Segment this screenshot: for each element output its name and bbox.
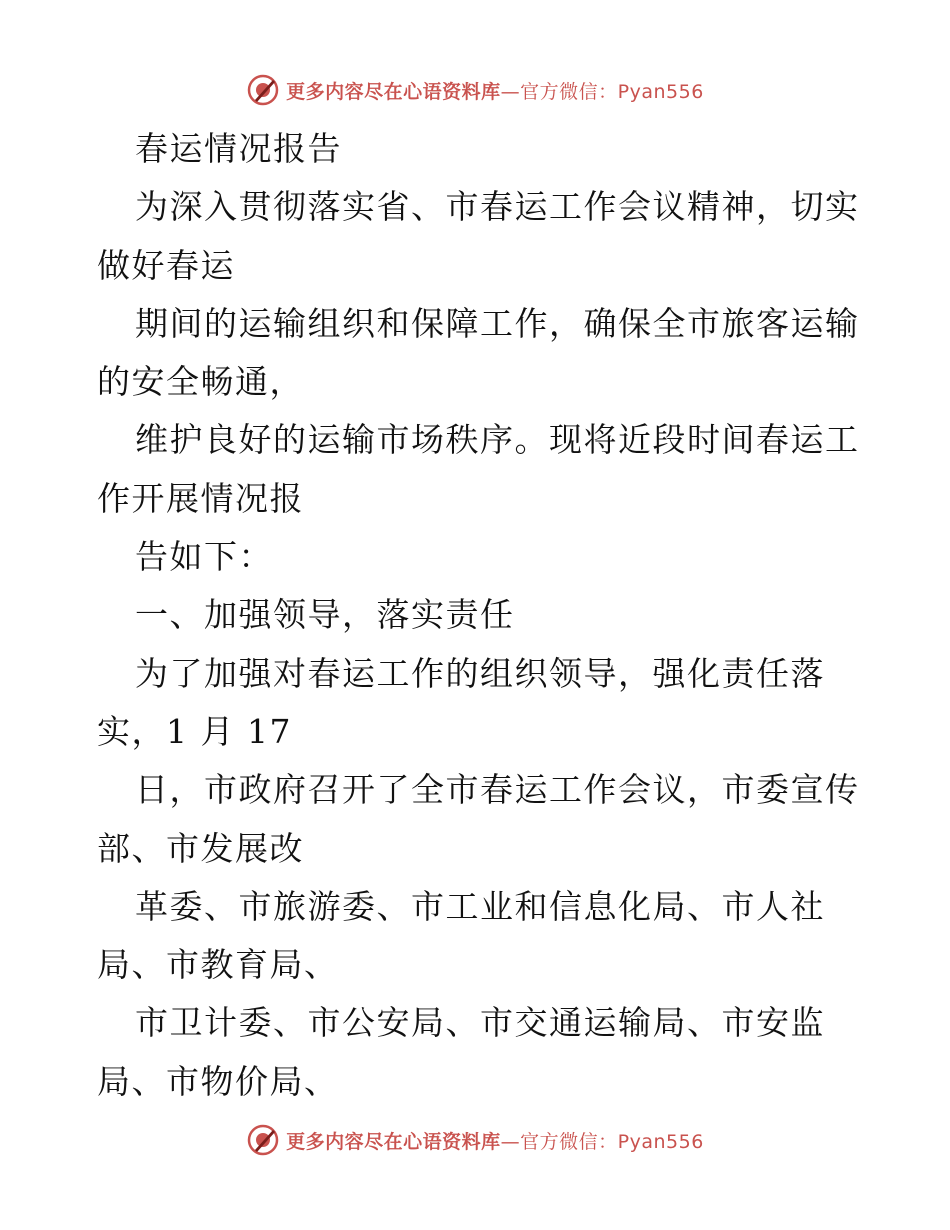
document-line: 做好春运 [97,245,235,285]
header-banner [0,70,950,110]
quill-logo-icon [246,1123,280,1157]
document-line: 为深入贯彻落实省、市春运工作会议精神，切实 [135,187,860,227]
document-line: 期间的运输组织和保障工作，确保全市旅客运输 [135,303,860,343]
document-line: 局、市物价局、 [97,1061,339,1101]
document-line: 为了加强对春运工作的组织领导，强化责任落 [135,653,825,693]
banner-text: 更多内容尽在心语资料库—官方微信：Pyan556 [286,1130,704,1153]
quill-logo-icon [246,73,280,107]
document-line: 革委、市旅游委、市工业和信息化局、市人社 [135,886,825,926]
document-line: 作开展情况报 [97,478,304,518]
footer-banner [0,1120,950,1160]
document-line: 一、加强领导，落实责任 [135,595,515,635]
document-line: 维护良好的运输市场秩序。现将近段时间春运工 [135,420,860,460]
document-body [97,120,860,1111]
document-line: 部、市发展改 [97,828,304,868]
document-line: 春运情况报告 [135,129,342,168]
document-line: 局、市教育局、 [97,945,339,985]
document-line: 实，1 月 17 [97,711,292,751]
document-line: 日，市政府召开了全市春运工作会议，市委宣传 [135,770,860,810]
banner-text: 更多内容尽在心语资料库—官方微信：Pyan556 [286,80,704,103]
document-line: 告如下： [135,537,273,577]
document-line: 市卫计委、市公安局、市交通运输局、市安监 [135,1003,825,1043]
document-line: 的安全畅通， [97,362,304,402]
